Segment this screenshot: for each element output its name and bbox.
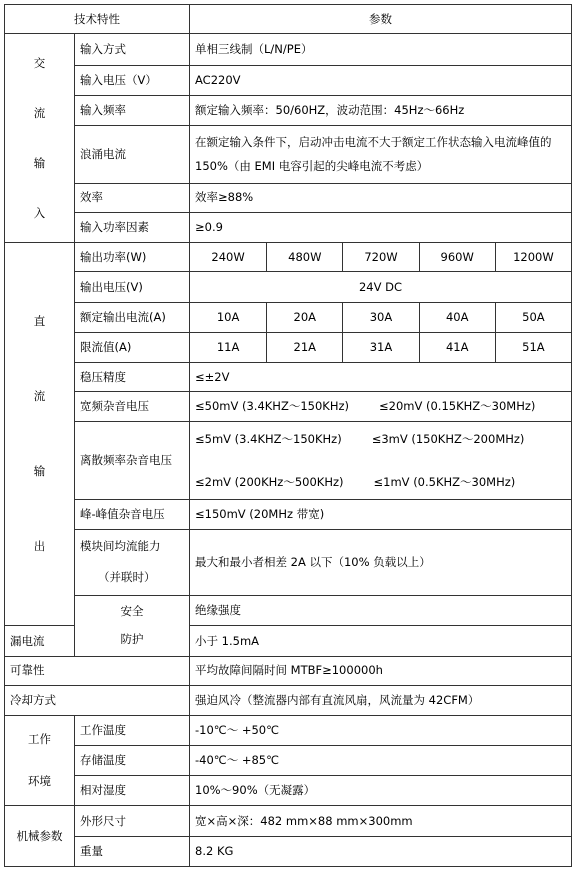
group-label-char: 输 xyxy=(33,155,46,170)
header-row xyxy=(5,5,572,34)
dc-output-group-label xyxy=(5,243,75,626)
rated-current-values xyxy=(190,302,572,332)
row-name: 峰-峰值杂音电压 xyxy=(75,500,190,529)
row-value: 平均故障间隔时间 MTBF≥100000h xyxy=(190,656,572,685)
row-value: 强迫风冷（整流器内部有直流风扇，风流量为 42CFM） xyxy=(190,685,572,715)
row-value: ≤150mV (20MHz 带宽) xyxy=(190,500,572,529)
group-label-char: 流 xyxy=(33,105,46,120)
table-row xyxy=(5,685,572,715)
row-value: 单相三线制（L/N/PE） xyxy=(190,34,572,65)
limit-cell: 21A xyxy=(266,333,342,362)
row-name: 稳压精度 xyxy=(75,363,190,392)
group-label-char: 输 xyxy=(33,464,46,479)
sharing-label-line2: （并联时） xyxy=(98,570,156,585)
table-row xyxy=(5,272,572,302)
group-label-line: 环境 xyxy=(28,774,51,789)
discrete-value-2: ≤3mV (150KHZ～200MHz) xyxy=(371,431,525,446)
row-name: 输出电压(V) xyxy=(75,272,190,302)
row-value: 效率≥88% xyxy=(190,183,572,212)
limit-current-values xyxy=(190,332,572,362)
row-name: 可靠性 xyxy=(5,656,190,685)
group-label-line: 防护 xyxy=(120,632,144,647)
row-value: 额定输入频率：50/60HZ，波动范围：45Hz～66Hz xyxy=(190,95,572,125)
row-value: 24V DC xyxy=(190,272,572,302)
power-cell: 480W xyxy=(266,243,342,271)
table-row xyxy=(5,95,572,125)
group-label-char: 出 xyxy=(33,539,46,554)
current-cell: 50A xyxy=(495,303,571,332)
row-value: AC220V xyxy=(190,65,572,95)
ac-input-group-label xyxy=(5,34,75,243)
row-value: ≤±2V xyxy=(190,363,572,392)
group-label-line: 工作 xyxy=(28,732,51,747)
discrete-value-4: ≤1mV (0.5KHZ～30MHz) xyxy=(373,474,516,489)
row-name: 相对湿度 xyxy=(75,776,190,806)
safety-group-label xyxy=(75,596,190,656)
table-row xyxy=(5,212,572,242)
table-row xyxy=(5,656,572,685)
row-name: 输入功率因素 xyxy=(75,212,190,242)
row-name: 效率 xyxy=(75,183,190,212)
table-row xyxy=(5,596,572,626)
row-name: 宽频杂音电压 xyxy=(75,392,190,422)
row-name: 输出功率(W) xyxy=(75,243,190,272)
discrete-value-3: ≤2mV (200KHz～500KHz) xyxy=(195,474,344,489)
row-name: 重量 xyxy=(75,836,190,866)
group-label-char: 交 xyxy=(33,55,46,70)
header-feature: 技术特性 xyxy=(5,5,190,34)
row-value: -10℃～ +50℃ xyxy=(190,715,572,745)
table-row xyxy=(5,746,572,776)
row-name: 冷却方式 xyxy=(5,685,190,715)
power-cell: 240W xyxy=(211,249,245,264)
table-row xyxy=(5,126,572,184)
row-value: -40℃～ +85℃ xyxy=(190,746,572,776)
row-name: 限流值(A) xyxy=(75,332,190,362)
table-row xyxy=(5,529,572,596)
row-name: 输入频率 xyxy=(75,95,190,125)
limit-cell: 11A xyxy=(216,339,240,354)
table-row xyxy=(5,392,572,422)
current-cell: 40A xyxy=(419,303,495,332)
table-row xyxy=(5,715,572,745)
row-name: 输入电压（V） xyxy=(75,65,190,95)
table-row xyxy=(5,806,572,836)
spec-table xyxy=(4,4,572,867)
group-label-char: 直 xyxy=(33,314,46,329)
discrete-value-1: ≤5mV (3.4KHZ～150KHz) xyxy=(195,431,342,446)
power-cell: 960W xyxy=(419,243,495,271)
row-value: ≥0.9 xyxy=(190,212,572,242)
mechanical-group-label: 机械参数 xyxy=(5,806,75,867)
power-cell: 720W xyxy=(342,243,418,271)
table-row xyxy=(5,65,572,95)
group-label-char: 入 xyxy=(33,205,46,220)
discrete-values xyxy=(190,422,572,500)
row-name: 漏电流 xyxy=(5,626,75,656)
row-name: 离散频率杂音电压 xyxy=(75,422,190,500)
row-name: 绝缘强度 xyxy=(190,596,572,626)
power-values xyxy=(190,243,572,272)
environment-group-label xyxy=(5,715,75,806)
row-value: 10%～90%（无凝露） xyxy=(190,776,572,806)
table-row xyxy=(5,34,572,65)
row-value: 在额定输入条件下，启动冲击电流不大于额定工作状态输入电流峰值的 150%（由 EMI 电容引起的尖峰电流不考虑） xyxy=(190,126,572,184)
wideband-value-2: ≤20mV (0.15KHZ～30MHz) xyxy=(379,399,536,414)
row-value: 宽×高×深：482 mm×88 mm×300mm xyxy=(190,806,572,836)
limit-cell: 51A xyxy=(495,333,571,362)
wideband-value-1: ≤50mV (3.4KHZ～150KHz) xyxy=(195,399,349,414)
row-name: 浪涌电流 xyxy=(75,126,190,184)
table-row xyxy=(5,422,572,500)
limit-cell: 31A xyxy=(342,333,418,362)
table-row xyxy=(5,332,572,362)
current-cell: 20A xyxy=(266,303,342,332)
row-value: 8.2 KG xyxy=(190,836,572,866)
row-value: 小于 1.5mA xyxy=(190,626,572,656)
row-name: 工作温度 xyxy=(75,715,190,745)
row-name: 存储温度 xyxy=(75,746,190,776)
row-name: 外形尺寸 xyxy=(75,806,190,836)
power-cell: 1200W xyxy=(495,243,571,271)
table-row xyxy=(5,363,572,392)
table-row xyxy=(5,836,572,866)
table-row xyxy=(5,500,572,529)
row-name: 额定输出电流(A) xyxy=(75,302,190,332)
header-params: 参数 xyxy=(190,5,572,34)
row-value: 最大和最小者相差 2A 以下（10% 负载以上） xyxy=(190,529,572,596)
row-name xyxy=(75,529,190,596)
table-row xyxy=(5,243,572,272)
group-label-line: 安全 xyxy=(120,604,144,619)
table-row xyxy=(5,183,572,212)
limit-cell: 41A xyxy=(419,333,495,362)
wideband-values xyxy=(190,392,572,422)
sharing-label-line1: 模块间均流能力 xyxy=(80,539,161,554)
current-cell: 30A xyxy=(342,303,418,332)
table-row xyxy=(5,776,572,806)
group-label-char: 流 xyxy=(33,389,46,404)
current-cell: 10A xyxy=(216,309,240,324)
table-row xyxy=(5,302,572,332)
row-name: 输入方式 xyxy=(75,34,190,65)
